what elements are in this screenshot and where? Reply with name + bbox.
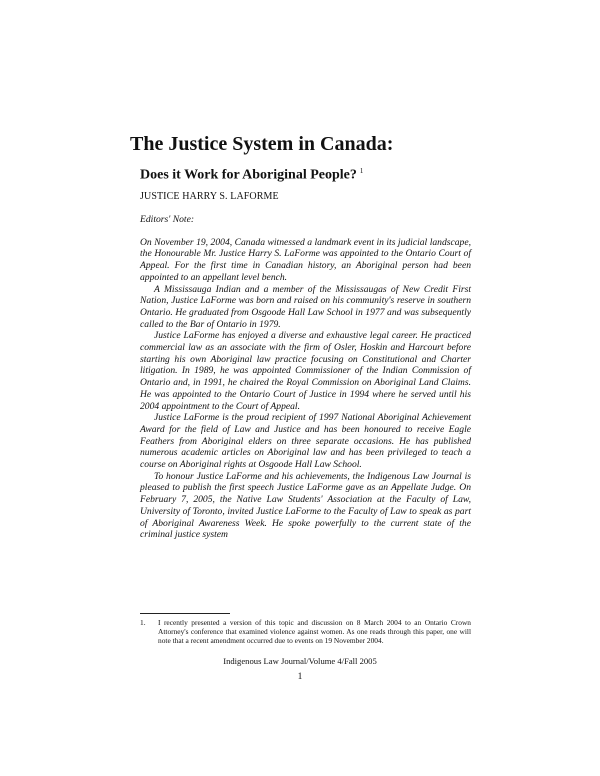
body-paragraph: Justice LaForme is the proud recipient of 1997 National Aboriginal Achievement Award for the field of Law and Justice and has been honoured to receive Eagle Feathers from Aboriginal elders on three separate occasions. He has published numerous academic articles on Aboriginal law and has been privileged to teach a course on Aboriginal rights at Osgoode Hall Law School. — [140, 412, 471, 471]
footnote-marker[interactable]: 1 — [359, 167, 364, 175]
article-title: The Justice System in Canada: — [130, 133, 394, 155]
body-paragraph: On November 19, 2004, Canada witnessed a landmark event in its judicial landscape, the Honourable Mr. Justice Harry S. LaForme was appointed to the Ontario Court of Appeal. For the first time in Canadian history, an Aboriginal person had been appointed to an appellant level bench. — [140, 236, 471, 283]
footnote-divider — [140, 613, 230, 614]
page-number: 1 — [297, 672, 303, 682]
journal-footer: Indigenous Law Journal/Volume 4/Fall 2005 — [223, 656, 377, 666]
article-body — [140, 214, 471, 541]
footnote-text: I recently presented a version of this topic and discussion on 8 March 2004 to an Ontario Crown Attorney's conference that examined violence against women. As one reads through this paper, one will note that a recent amendment occurred due to events on 19 November 2004. — [158, 618, 471, 645]
editors-note-heading: Editors' Note: — [140, 214, 195, 225]
subtitle-text: Does it Work for Aboriginal People? — [140, 167, 357, 183]
body-paragraph: A Mississauga Indian and a member of the Mississaugas of New Credit First Nation, Justice LaForme was born and raised on his community's reserve in southern Ontario. He graduated from Osgoode Hall Law School in 1977 and was subsequently called to the Bar of Ontario in 1979. — [140, 283, 471, 330]
body-paragraph: Justice LaForme has enjoyed a diverse and exhaustive legal career. He practiced commercial law as an associate with the firm of Osler, Hoskin and Harcourt before starting his own Aboriginal law practice focusing on Constitutional and Charter litigation. In 1989, he was appointed Commissioner of the Indian Commission of Ontario and, in 1991, he chaired the Royal Commission on Aboriginal Land Claims. He was appointed to the Ontario Court of Justice in 1994 where he served until his 2004 appointment to the Court of Appeal. — [140, 330, 471, 412]
author-name: JUSTICE HARRY S. LAFORME — [140, 191, 279, 202]
footnote — [140, 618, 471, 645]
article-subtitle — [140, 162, 480, 185]
footnote-number: 1. — [140, 618, 146, 627]
body-paragraph: To honour Justice LaForme and his achievements, the Indigenous Law Journal is pleased to publish the first speech Justice LaForme gave as an Appellate Judge. On February 7, 2005, the Native Law Students' Association at the Faculty of Law, University of Toronto, invited Justice LaForme to the Faculty of Law to speak as part of Aboriginal Awareness Week. He spoke powerfully to the current state of the criminal justice system — [140, 470, 471, 541]
